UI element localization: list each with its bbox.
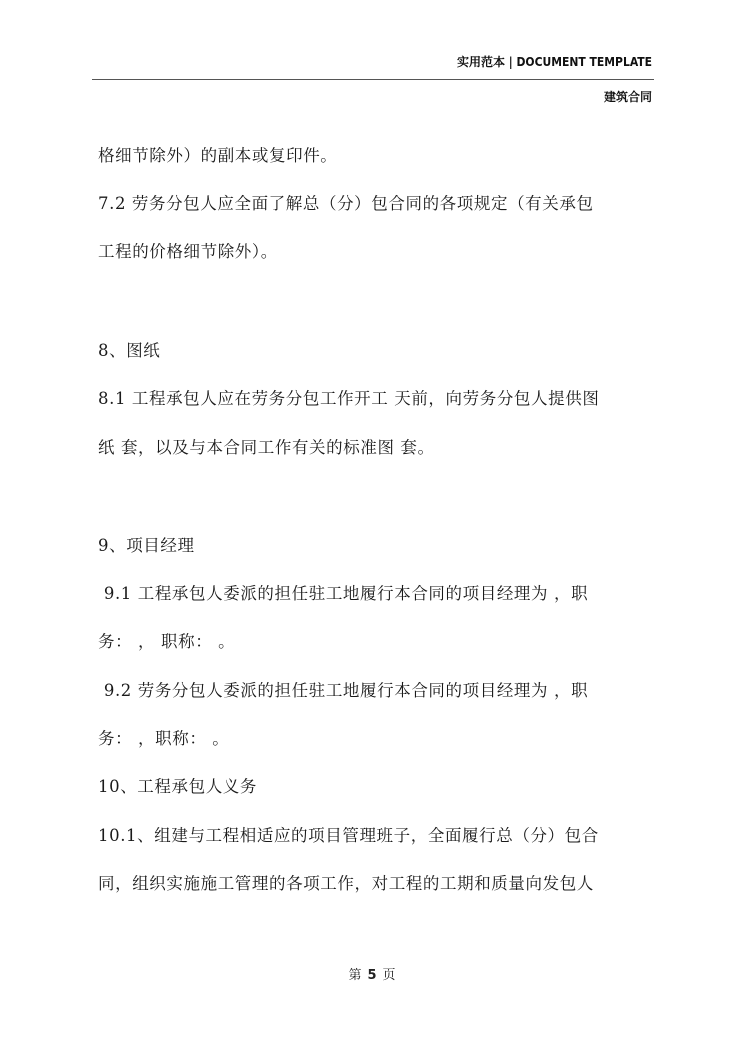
text-line-10: 9.2 劳务分包人委派的担任驻工地履行本合同的项目经理为 ，职 [98,681,589,700]
header-subtitle: 建筑合同 [603,90,652,104]
text-line-11: 务： ，职称： 。 [98,729,230,748]
footer-suffix: 页 [382,968,396,983]
text-line-3: 工程的价格细节除外）。 [98,242,278,261]
footer-prefix: 第 [348,968,362,983]
text-line-8: 9.1 工程承包人委派的担任驻工地履行本合同的项目经理为 ，职 [98,584,589,603]
section-heading-8: 8、图纸 [98,341,161,360]
text-line-14: 同，组织实施施工管理的各项工作，对工程的工期和质量向发包人 [98,874,594,893]
text-line-5: 8.1 工程承包人应在劳务分包工作开工 天前，向劳务分包人提供图 [98,389,600,408]
text-line-1: 格细节除外）的副本或复印件。 [98,146,338,165]
section-heading-9: 9、项目经理 [98,536,195,555]
page-footer [0,964,744,983]
header-title: 实用范本 | DOCUMENT TEMPLATE [456,55,652,69]
text-line-6: 纸 套，以及与本合同工作有关的标准图 套。 [98,438,435,457]
text-line-2: 7.2 劳务分包人应全面了解总（分）包合同的各项规定（有关承包 [98,194,594,213]
text-line-13: 10.1、组建与工程相适应的项目管理班子，全面履行总（分）包合 [98,826,599,845]
section-heading-10: 10、工程承包人义务 [98,777,257,796]
text-line-9: 务： ， 职称： 。 [98,632,236,651]
page-number: 5 [367,968,377,983]
